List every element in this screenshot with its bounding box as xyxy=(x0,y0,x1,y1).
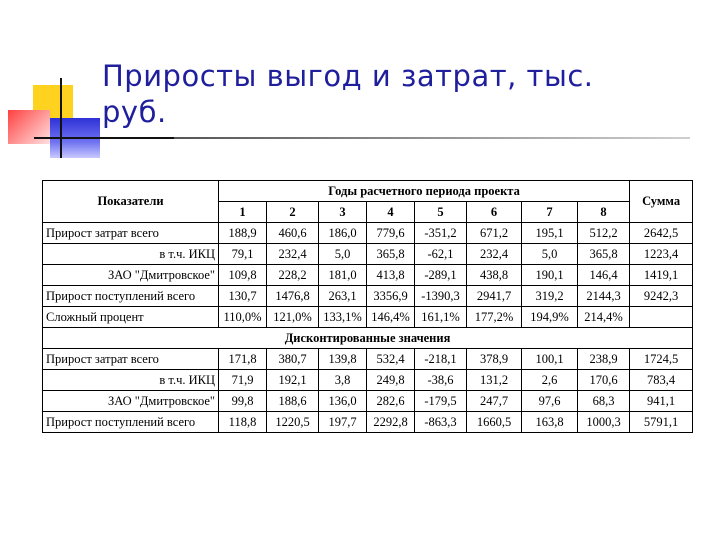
slide-title: Приросты выгод и затрат, тыс. руб. xyxy=(102,59,594,129)
value-cell: -62,1 xyxy=(415,244,467,265)
table-row xyxy=(43,370,693,391)
value-cell: 188,9 xyxy=(219,223,267,244)
sum-cell: 9242,3 xyxy=(630,286,693,307)
header-year: 1 xyxy=(219,202,267,223)
table-row xyxy=(43,412,693,433)
value-cell: 110,0% xyxy=(219,307,267,328)
value-cell: 99,8 xyxy=(219,391,267,412)
table-row xyxy=(43,244,693,265)
value-cell: 779,6 xyxy=(367,223,415,244)
table-body-discounted xyxy=(43,349,693,433)
value-cell: 133,1% xyxy=(319,307,367,328)
sum-cell: 2642,5 xyxy=(630,223,693,244)
value-cell: 5,0 xyxy=(319,244,367,265)
header-year: 4 xyxy=(367,202,415,223)
value-cell: 5,0 xyxy=(522,244,578,265)
sum-cell: 1223,4 xyxy=(630,244,693,265)
row-label: Прирост поступлений всего xyxy=(43,412,219,433)
value-cell: 190,1 xyxy=(522,265,578,286)
value-cell: -351,2 xyxy=(415,223,467,244)
row-label: Сложный процент xyxy=(43,307,219,328)
row-label: Прирост затрат всего xyxy=(43,349,219,370)
value-cell: 1000,3 xyxy=(578,412,630,433)
value-cell: 1476,8 xyxy=(267,286,319,307)
section-row xyxy=(43,328,693,349)
header-indicators: Показатели xyxy=(43,181,219,223)
header-year: 7 xyxy=(522,202,578,223)
value-cell: 100,1 xyxy=(522,349,578,370)
sum-cell: 1724,5 xyxy=(630,349,693,370)
sum-cell: 783,4 xyxy=(630,370,693,391)
value-cell: 249,8 xyxy=(367,370,415,391)
value-cell: 146,4 xyxy=(578,265,630,286)
sum-cell: 941,1 xyxy=(630,391,693,412)
value-cell: 319,2 xyxy=(522,286,578,307)
value-cell: 139,8 xyxy=(319,349,367,370)
row-label: в т.ч. ИКЦ xyxy=(43,244,219,265)
decor-horizontal-line xyxy=(34,137,174,139)
value-cell: 2292,8 xyxy=(367,412,415,433)
value-cell: 2941,7 xyxy=(467,286,522,307)
value-cell: 438,8 xyxy=(467,265,522,286)
value-cell: -1390,3 xyxy=(415,286,467,307)
data-table xyxy=(42,180,693,433)
header-sum: Сумма xyxy=(630,181,693,223)
value-cell: 194,9% xyxy=(522,307,578,328)
value-cell: 130,7 xyxy=(219,286,267,307)
value-cell: 197,7 xyxy=(319,412,367,433)
value-cell: 131,2 xyxy=(467,370,522,391)
value-cell: 413,8 xyxy=(367,265,415,286)
value-cell: 161,1% xyxy=(415,307,467,328)
row-label: ЗАО "Дмитровское" xyxy=(43,391,219,412)
value-cell: 512,2 xyxy=(578,223,630,244)
value-cell: -218,1 xyxy=(415,349,467,370)
table-body-main xyxy=(43,223,693,328)
value-cell: 163,8 xyxy=(522,412,578,433)
value-cell: -863,3 xyxy=(415,412,467,433)
value-cell: 118,8 xyxy=(219,412,267,433)
value-cell: 1220,5 xyxy=(267,412,319,433)
row-label: Прирост затрат всего xyxy=(43,223,219,244)
value-cell: -38,6 xyxy=(415,370,467,391)
value-cell: 68,3 xyxy=(578,391,630,412)
value-cell: 232,4 xyxy=(467,244,522,265)
value-cell: 2,6 xyxy=(522,370,578,391)
value-cell: 1660,5 xyxy=(467,412,522,433)
row-label: ЗАО "Дмитровское" xyxy=(43,265,219,286)
header-year: 5 xyxy=(415,202,467,223)
value-cell: 228,2 xyxy=(267,265,319,286)
header-year: 6 xyxy=(467,202,522,223)
value-cell: 79,1 xyxy=(219,244,267,265)
value-cell: 238,9 xyxy=(578,349,630,370)
sum-cell: 5791,1 xyxy=(630,412,693,433)
value-cell: 282,6 xyxy=(367,391,415,412)
header-row xyxy=(43,181,693,202)
table-row xyxy=(43,307,693,328)
value-cell: 214,4% xyxy=(578,307,630,328)
value-cell: 171,8 xyxy=(219,349,267,370)
row-label: в т.ч. ИКЦ xyxy=(43,370,219,391)
decor-vertical-line xyxy=(60,78,62,158)
table-row xyxy=(43,223,693,244)
value-cell: 97,6 xyxy=(522,391,578,412)
value-cell: 532,4 xyxy=(367,349,415,370)
sum-cell: 1419,1 xyxy=(630,265,693,286)
value-cell: 3,8 xyxy=(319,370,367,391)
value-cell: 380,7 xyxy=(267,349,319,370)
value-cell: 186,0 xyxy=(319,223,367,244)
table-row xyxy=(43,265,693,286)
value-cell: 109,8 xyxy=(219,265,267,286)
table-row xyxy=(43,349,693,370)
table-row xyxy=(43,391,693,412)
value-cell: 170,6 xyxy=(578,370,630,391)
header-year: 2 xyxy=(267,202,319,223)
value-cell: 121,0% xyxy=(267,307,319,328)
section-title-discounted: Дисконтированные значения xyxy=(43,328,693,349)
header-year: 8 xyxy=(578,202,630,223)
header-years-group: Годы расчетного периода проекта xyxy=(219,181,630,202)
value-cell: 3356,9 xyxy=(367,286,415,307)
value-cell: 263,1 xyxy=(319,286,367,307)
value-cell: 365,8 xyxy=(367,244,415,265)
value-cell: 247,7 xyxy=(467,391,522,412)
value-cell: 671,2 xyxy=(467,223,522,244)
title-underline xyxy=(174,137,690,139)
sum-cell xyxy=(630,307,693,328)
value-cell: -179,5 xyxy=(415,391,467,412)
row-label: Прирост поступлений всего xyxy=(43,286,219,307)
value-cell: 181,0 xyxy=(319,265,367,286)
value-cell: -289,1 xyxy=(415,265,467,286)
value-cell: 146,4% xyxy=(367,307,415,328)
value-cell: 365,8 xyxy=(578,244,630,265)
value-cell: 378,9 xyxy=(467,349,522,370)
value-cell: 2144,3 xyxy=(578,286,630,307)
value-cell: 195,1 xyxy=(522,223,578,244)
value-cell: 136,0 xyxy=(319,391,367,412)
value-cell: 177,2% xyxy=(467,307,522,328)
value-cell: 232,4 xyxy=(267,244,319,265)
value-cell: 188,6 xyxy=(267,391,319,412)
table-row xyxy=(43,286,693,307)
header-year: 3 xyxy=(319,202,367,223)
value-cell: 192,1 xyxy=(267,370,319,391)
value-cell: 71,9 xyxy=(219,370,267,391)
value-cell: 460,6 xyxy=(267,223,319,244)
